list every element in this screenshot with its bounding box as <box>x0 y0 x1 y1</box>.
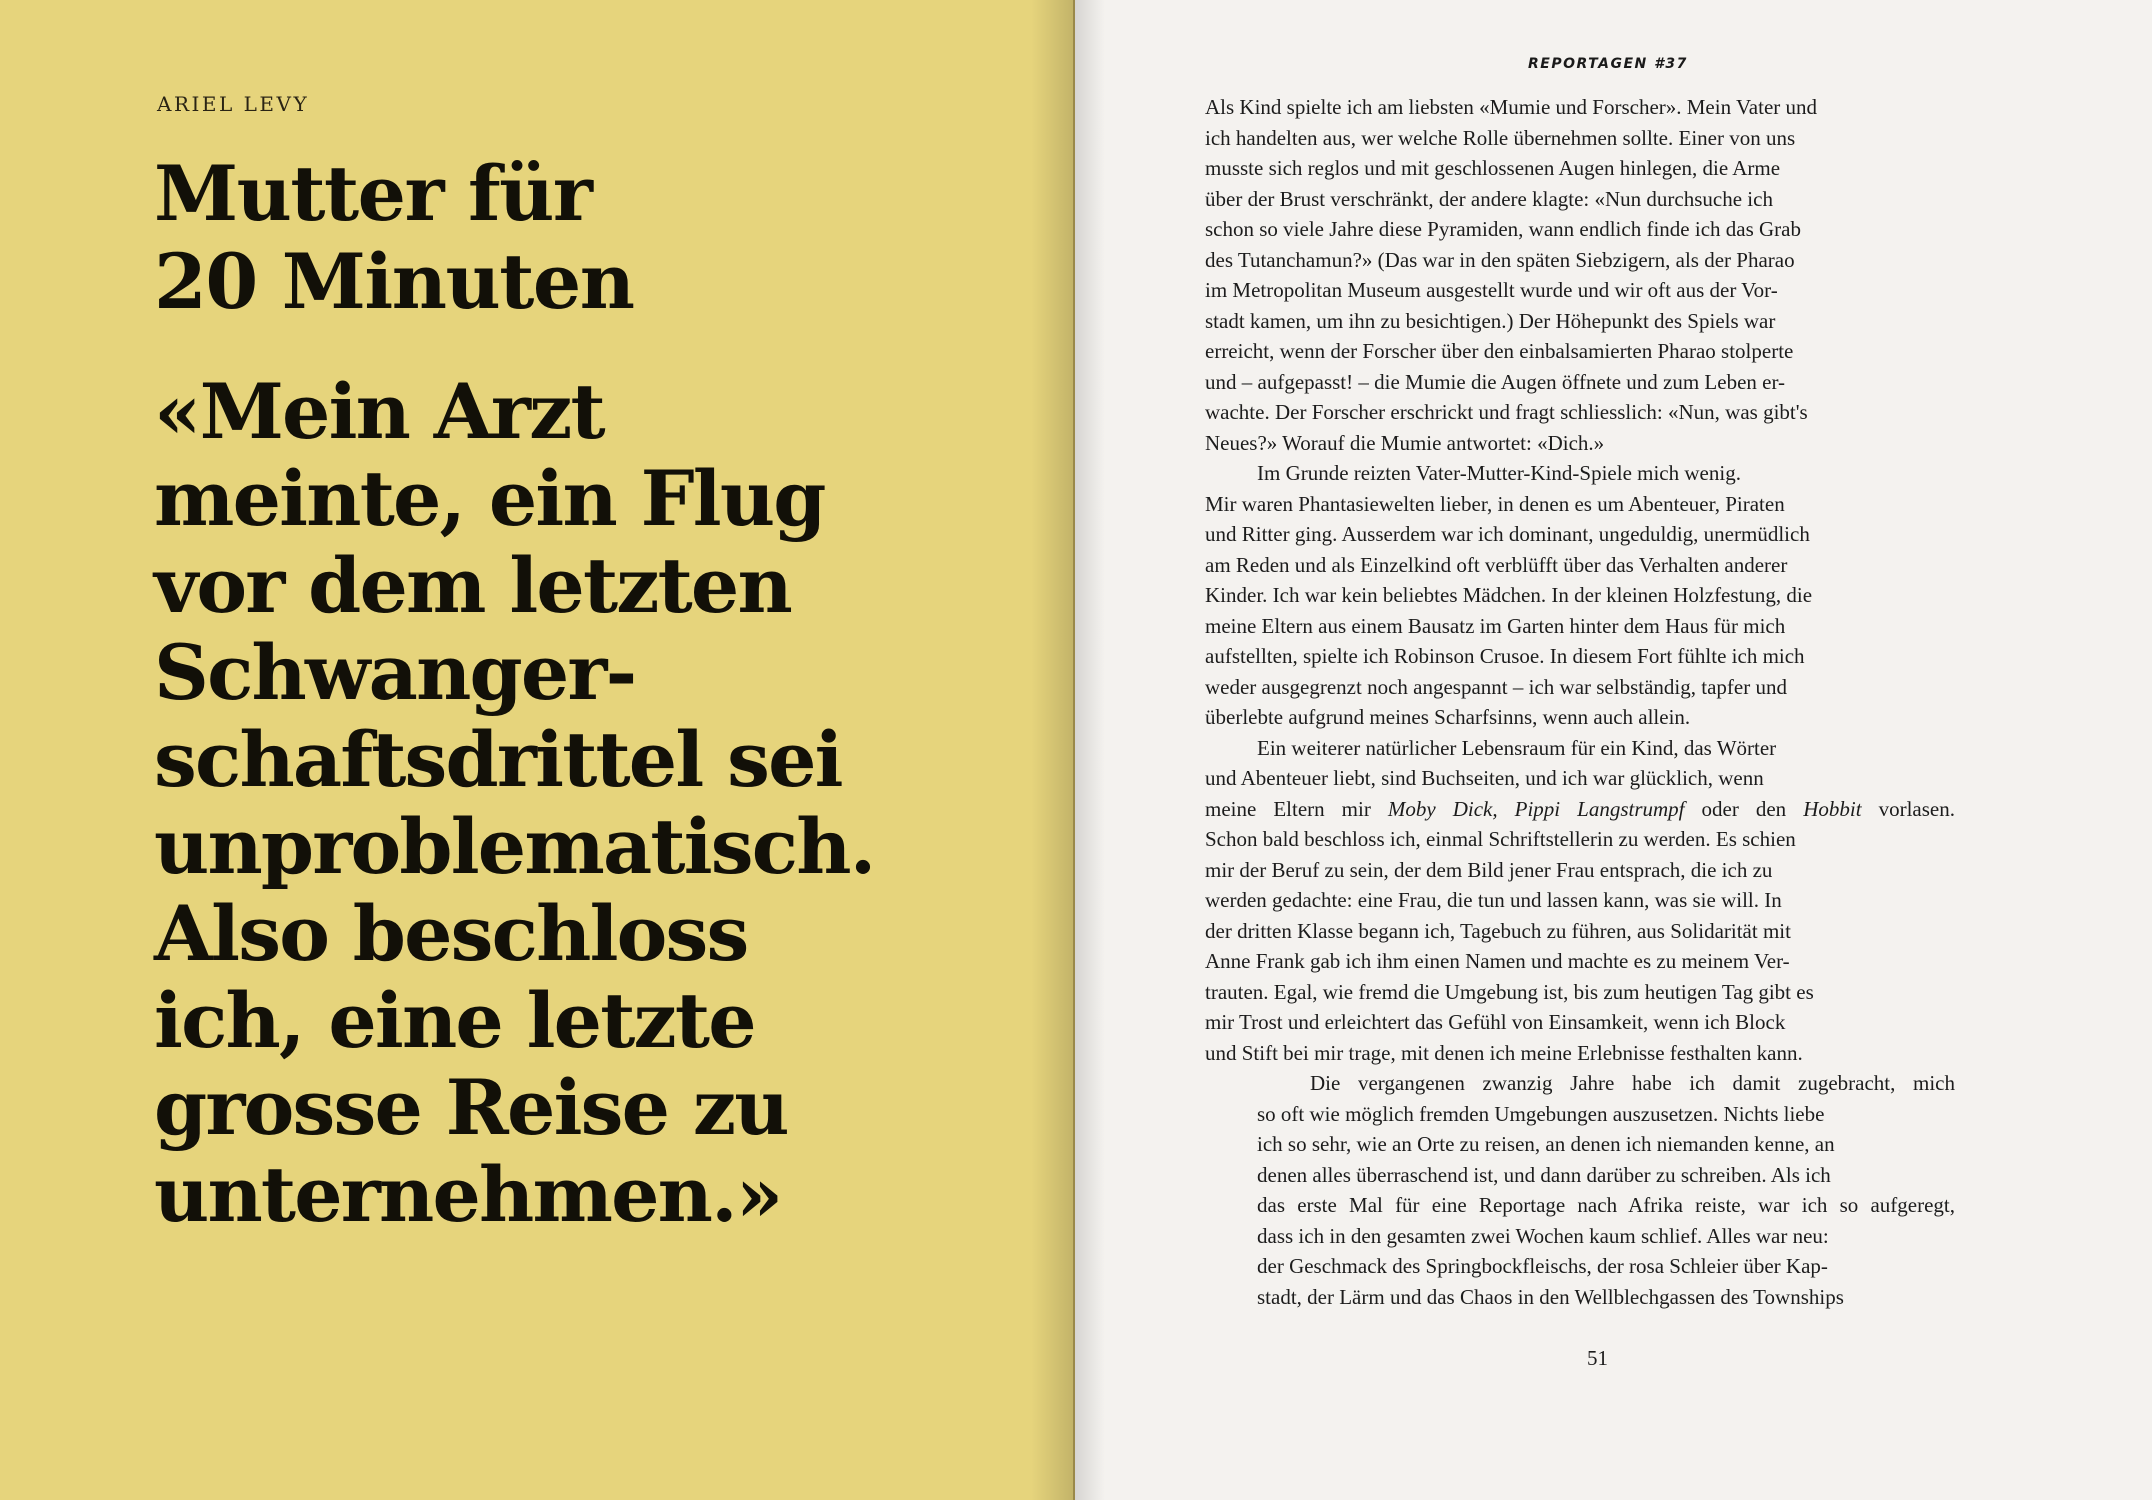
text-line: dass ich in den gesamten zwei Wochen kaum schlief. Alles war neu: <box>1257 1223 1829 1248</box>
text-line: musste sich reglos und mit geschlossenen Augen hinlegen, die Arme <box>1205 156 1781 180</box>
text-line-with-italics <box>1205 794 1955 825</box>
text-line: ich so sehr, wie an Orte zu reisen, an denen ich niemanden kenne, an <box>1257 1132 1835 1156</box>
text-line: schon so viele Jahre diese Pyramiden, wann endlich finde ich das Grab <box>1205 217 1801 241</box>
left-page <box>0 0 1075 1500</box>
text-line: des Tutanchamun?» (Das war in den späten Siebzigern, als der Pharao <box>1205 247 1795 272</box>
text-line: stadt, der Lärm und das Chaos in den Wellblechgassen des Townships <box>1257 1284 1844 1309</box>
book-title-italic: Hobbit <box>1803 796 1862 821</box>
paragraph-start-line: Ein weiterer natürlicher Lebensraum für ein Kind, das Wörter <box>1257 735 1777 760</box>
quote-line: vor dem letzten <box>154 541 791 630</box>
text-line: meine Eltern aus einem Bausatz im Garten hinter dem Haus für mich <box>1205 613 1786 638</box>
text-line: am Reden und als Einzelkind oft verblüfft über das Verhalten anderer <box>1205 552 1788 577</box>
text-run: meine Eltern mir <box>1205 796 1388 821</box>
text-line: das erste Mal für eine Reportage nach Afrika reiste, war ich so aufgeregt, <box>1257 1193 1955 1217</box>
gutter-shadow <box>1031 0 1075 1500</box>
text-run: vorlasen. <box>1861 796 1955 821</box>
text-line: ich handelten aus, wer welche Rolle übernehmen sollte. Einer von uns <box>1205 125 1796 150</box>
running-head: REPORTAGEN #37 <box>1528 56 1688 72</box>
text-line: Als Kind spielte ich am liebsten «Mumie und Forscher». Mein Vater und <box>1205 95 1818 119</box>
paragraph-start-line: Im Grunde reizten Vater-Mutter-Kind-Spiele mich wenig. <box>1257 461 1741 485</box>
text-line: aufstellten, spielte ich Robinson Crusoe. In diesem Fort fühlte ich mich <box>1205 644 1805 668</box>
quote-line: «Mein Arzt <box>154 367 604 456</box>
text-line: im Metropolitan Museum ausgestellt wurde und wir oft aus der Vor- <box>1205 278 1778 302</box>
quote-line: grosse Reise zu <box>154 1063 788 1152</box>
text-line: Schon bald beschloss ich, einmal Schriftstellerin zu werden. Es schien <box>1205 827 1796 851</box>
text-line: Anne Frank gab ich ihm einen Namen und machte es zu meinem Ver- <box>1205 949 1790 973</box>
text-line: der Geschmack des Springbockfleischs, der rosa Schleier über Kap- <box>1257 1254 1828 1278</box>
text-line: Mir waren Phantasiewelten lieber, in denen es um Abenteuer, Piraten <box>1205 491 1785 516</box>
text-line: wachte. Der Forscher erschrickt und fragt schliesslich: «Nun, was gibt's <box>1205 400 1808 424</box>
author-name: ARIEL LEVY <box>157 92 310 116</box>
quote-line: Also beschloss <box>154 889 748 978</box>
quote-line: schaftsdrittel sei <box>154 715 842 804</box>
paragraph-start-line: Die vergangenen zwanzig Jahre habe ich damit zugebracht, mich <box>1310 1071 1955 1095</box>
quote-line: Schwanger- <box>154 628 636 717</box>
text-line: Neues?» Worauf die Mumie antwortet: «Dich.» <box>1205 430 1605 455</box>
text-run: oder den <box>1684 796 1804 821</box>
text-line: werden gedachte: eine Frau, die tun und lassen kann, was sie will. In <box>1205 888 1782 912</box>
text-line: und Abenteuer liebt, sind Buchseiten, und ich war glücklich, wenn <box>1205 766 1764 790</box>
text-line: so oft wie möglich fremden Umgebungen auszusetzen. Nichts liebe <box>1257 1101 1825 1126</box>
quote-line: meinte, ein Flug <box>154 454 825 543</box>
pull-quote <box>154 368 1054 1238</box>
text-line: trauten. Egal, wie fremd die Umgebung ist, bis zum heutigen Tag gibt es <box>1205 979 1814 1004</box>
text-line: und Stift bei mir trage, mit denen ich meine Erlebnisse festhalten kann. <box>1205 1040 1803 1065</box>
title-line: 20 Minuten <box>154 237 634 326</box>
text-line: denen alles überraschend ist, und dann darüber zu schreiben. Als ich <box>1257 1162 1831 1187</box>
text-line: mir Trost und erleichtert das Gefühl von Einsamkeit, wenn ich Block <box>1205 1010 1786 1034</box>
text-line: der dritten Klasse begann ich, Tagebuch zu führen, aus Solidarität mit <box>1205 918 1791 943</box>
article-title <box>154 150 1034 326</box>
text-line: über der Brust verschränkt, der andere klagte: «Nun durchsuche ich <box>1205 186 1773 211</box>
gutter-shadow-right <box>1075 0 1105 1500</box>
text-line: Kinder. Ich war kein beliebtes Mädchen. In der kleinen Holzfestung, die <box>1205 583 1813 607</box>
quote-line: unproblematisch. <box>154 802 875 891</box>
page-number: 51 <box>1587 1346 1608 1370</box>
article-body <box>1205 92 1955 1312</box>
text-line: und Ritter ging. Ausserdem war ich dominant, ungeduldig, unermüdlich <box>1205 522 1810 546</box>
quote-line: ich, eine letzte <box>154 976 755 1065</box>
text-line: erreicht, wenn der Forscher über den einbalsamierten Pharao stolperte <box>1205 339 1794 363</box>
quote-line: unternehmen.» <box>154 1150 782 1239</box>
text-line: und – aufgepasst! – die Mumie die Augen öffnete und zum Leben er- <box>1205 369 1786 394</box>
text-line: mir der Beruf zu sein, der dem Bild jener Frau entsprach, die ich zu <box>1205 857 1773 882</box>
book-titles-italic: Moby Dick, Pippi Langstrumpf <box>1387 796 1685 821</box>
right-page <box>1075 0 2152 1500</box>
title-line: Mutter für <box>154 149 592 238</box>
text-line: weder ausgegrenzt noch angespannt – ich war selbständig, tapfer und <box>1205 674 1787 699</box>
text-line: überlebte aufgrund meines Scharfsinns, wenn auch allein. <box>1205 705 1691 729</box>
text-line: stadt kamen, um ihn zu besichtigen.) Der Höhepunkt des Spiels war <box>1205 308 1776 333</box>
